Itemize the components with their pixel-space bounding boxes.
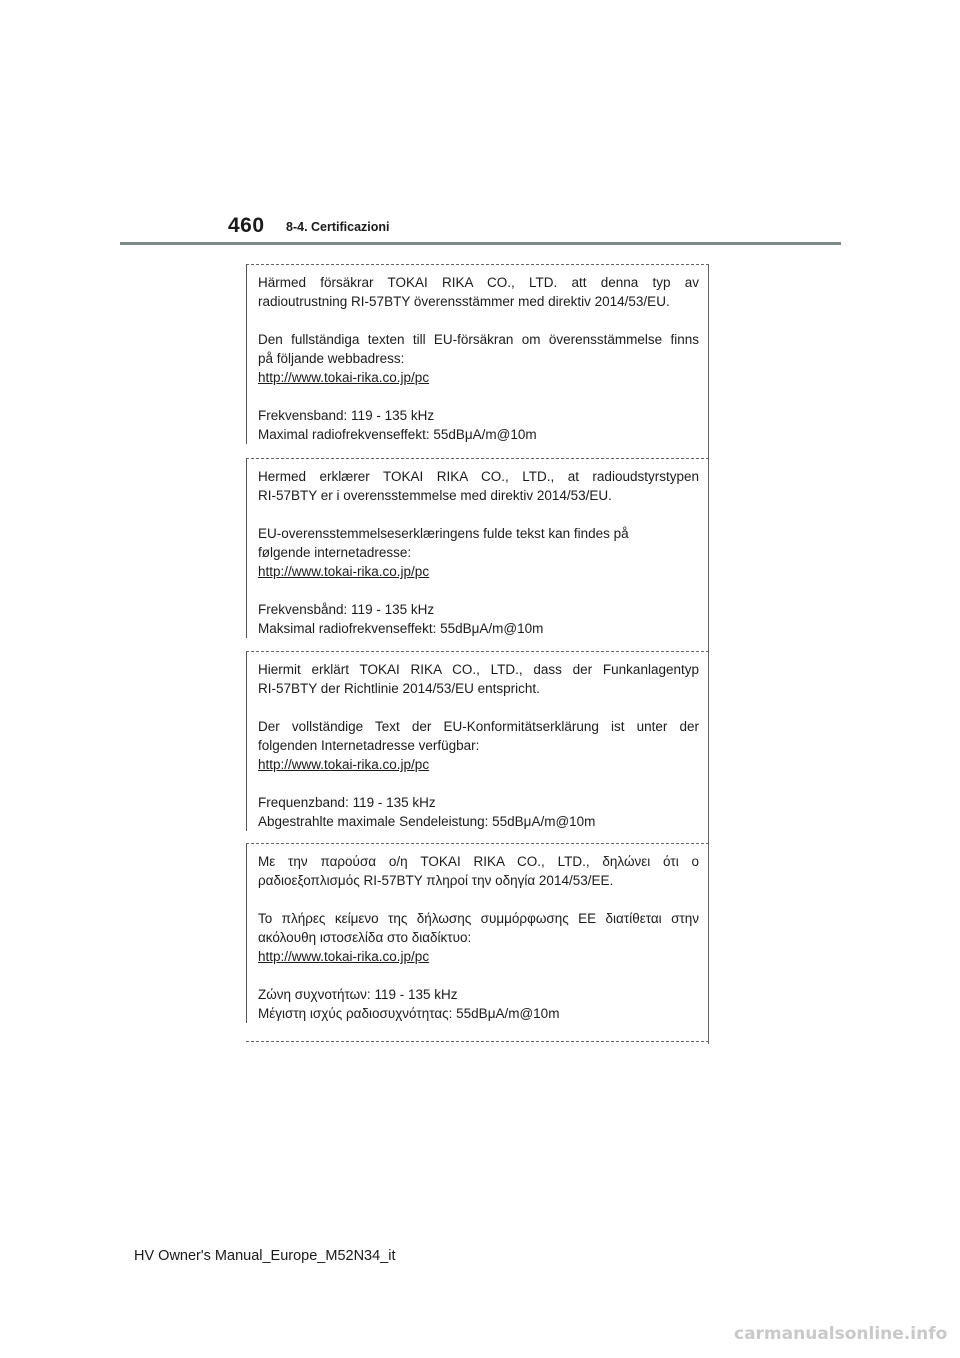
frequency-band: Frekvensband: 119 - 135 kHz [258, 408, 435, 423]
declaration-line-2: radioutrustning RI-57BTY överensstämmer med direktiv 2014/53/EU. [258, 294, 670, 309]
full-text-line-2: følgende internetadresse: [258, 545, 412, 560]
section-title: 8-4. Certificazioni [286, 220, 390, 234]
declaration-line-2: RI-57BTY er i overensstemmelse med direktiv 2014/53/EU. [258, 488, 612, 503]
full-text-line-1: Der vollständige Text der EU-Konformitätserklärung ist unter der [258, 719, 699, 734]
full-text-line-2: på följande webbadress: [258, 351, 405, 366]
max-radio-power: Maksimal radiofrekvenseffekt: 55dBμA/m@10m [258, 621, 544, 636]
declaration-line-2: RI-57BTY der Richtlinie 2014/53/EU entspricht. [258, 681, 540, 696]
site-watermark: carmanualsonline.info [734, 1324, 948, 1344]
scan-right-border [708, 264, 709, 1044]
certification-scan [246, 264, 709, 1044]
header-divider [120, 242, 841, 245]
cert-block-swedish [246, 264, 709, 444]
manual-footer: HV Owner's Manual_Europe_M52N34_it [134, 1248, 396, 1264]
declaration-line-1: Hermed erklærer TOKAI RIKA CO., LTD., at radioudstyrstypen [258, 469, 699, 484]
frequency-band: Frekvensbånd: 119 - 135 kHz [258, 602, 435, 617]
cert-block-greek [246, 843, 709, 1023]
certification-url-link[interactable]: http://www.tokai-rika.co.jp/pc [258, 564, 430, 579]
frequency-band: Ζώνη συχνοτήτων: 119 - 135 kHz [258, 987, 458, 1002]
max-radio-power: Maximal radiofrekvenseffekt: 55dBμA/m@10m [258, 427, 537, 442]
full-text-line-1: Το πλήρες κείμενο της δήλωσης συμμόρφωσης ΕΕ διατίθεται στην [258, 911, 699, 926]
full-text-line-1: Den fullständiga texten till EU-försäkran om överensstämmelse finns [258, 332, 699, 347]
cert-block-german [246, 651, 709, 831]
page-number: 460 [228, 214, 265, 237]
max-radio-power: Abgestrahlte maximale Sendeleistung: 55dBμA/m@10m [258, 814, 596, 829]
declaration-line-1: Με την παρούσα ο/η TOKAI RIKA CO., LTD., δηλώνει ότι ο [258, 854, 699, 869]
declaration-line-1: Härmed försäkrar TOKAI RIKA CO., LTD. att denna typ av [258, 275, 699, 290]
declaration-line-1: Hiermit erklärt TOKAI RIKA CO., LTD., dass der Funkanlagentyp [258, 662, 699, 677]
full-text-line-2: ακόλουθη ιστοσελίδα στο διαδίκτυο: [258, 930, 472, 945]
frequency-band: Frequenzband: 119 - 135 kHz [258, 795, 436, 810]
certification-url-link[interactable]: http://www.tokai-rika.co.jp/pc [258, 949, 430, 964]
max-radio-power: Μέγιστη ισχύς ραδιοσυχνότητας: 55dBμA/m@10m [258, 1006, 560, 1021]
scan-bottom-border [246, 1041, 709, 1042]
full-text-line-1: EU-overensstemmelseserklæringens fulde tekst kan findes på [258, 526, 629, 541]
declaration-line-2: ραδιοεξοπλισμός RI-57BTY πληροί την οδηγία 2014/53/ΕΕ. [258, 873, 614, 888]
certification-url-link[interactable]: http://www.tokai-rika.co.jp/pc [258, 370, 430, 385]
full-text-line-2: folgenden Internetadresse verfügbar: [258, 738, 480, 753]
certification-url-link[interactable]: http://www.tokai-rika.co.jp/pc [258, 757, 430, 772]
cert-block-danish [246, 458, 709, 638]
